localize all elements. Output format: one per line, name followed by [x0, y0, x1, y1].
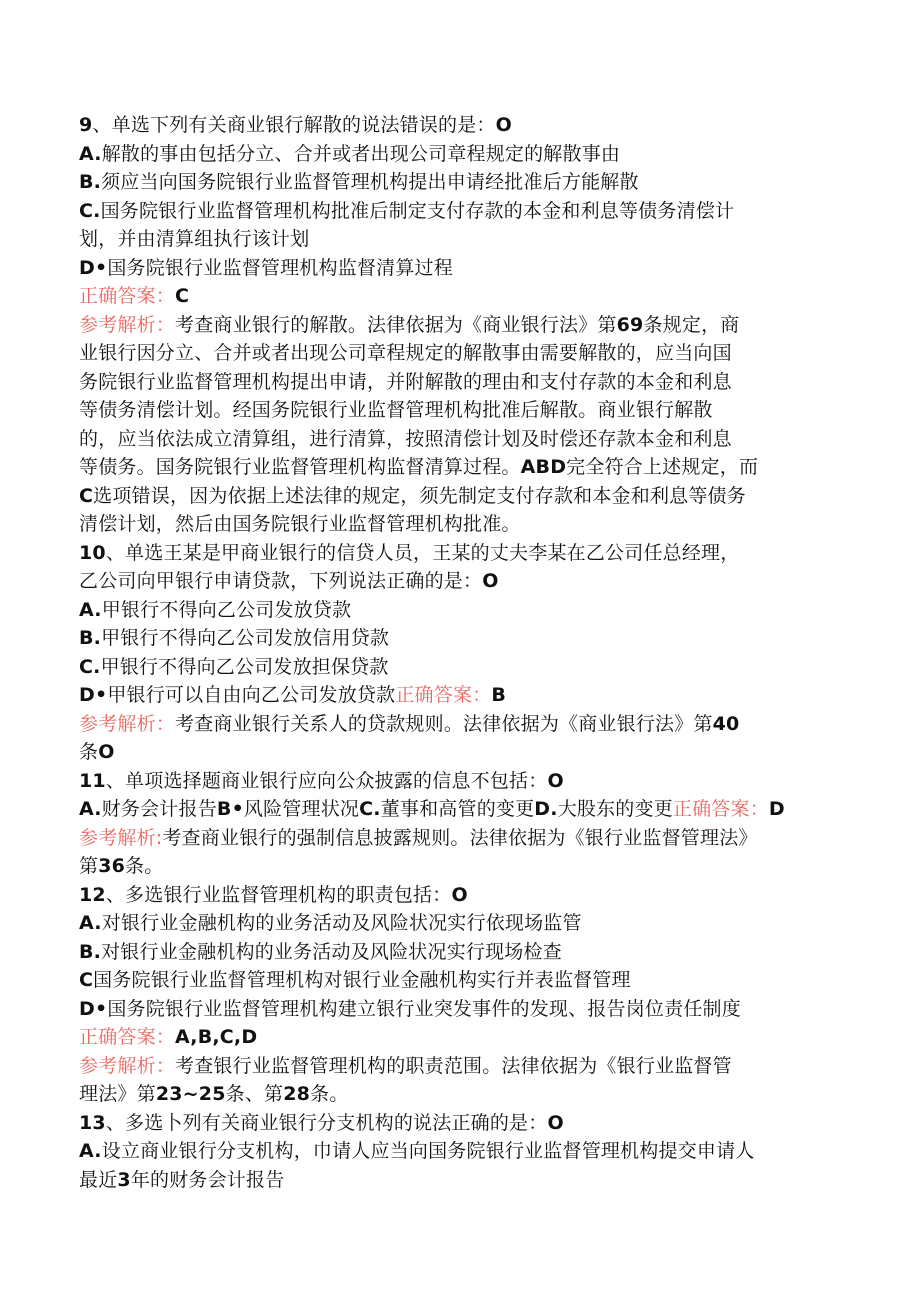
- line-segment: D.: [534, 798, 558, 820]
- line-segment: D•: [79, 997, 108, 1020]
- text-line: [79, 995, 849, 1024]
- line-segment: O: [547, 769, 564, 792]
- line-segment: 解散的事由包括分立、合并或者出现公司章程规定的解散事由: [101, 142, 621, 165]
- line-segment: C.: [79, 199, 101, 222]
- line-segment: 、单项选择题商业银行应向公众披露的信息不包括：: [105, 769, 548, 792]
- text-line: [79, 368, 849, 397]
- text-line: [79, 282, 849, 311]
- line-segment: 董事和高管的变更: [380, 798, 535, 820]
- text-line: [79, 168, 849, 197]
- line-segment: 条。: [310, 1083, 349, 1105]
- text-line: [79, 1137, 849, 1166]
- line-segment: O: [451, 883, 468, 906]
- line-segment: 设立商业银行分支机构，巾请人应当向国务院银行业监督管理机构提交申请人: [101, 1140, 755, 1162]
- line-segment: 69: [616, 313, 644, 336]
- line-segment: 、单选王某是甲商业银行的信贷人员，王某的丈夫李某在乙公司任总经理，: [105, 541, 740, 564]
- line-segment: C: [175, 285, 190, 307]
- line-segment: 36: [98, 855, 126, 877]
- line-segment: A.: [79, 142, 102, 165]
- line-segment: 国务院银行业监督管理机构批准后制定支付存款的本金和利息等债务清偿计: [100, 199, 735, 222]
- label-text: 正确答案：: [79, 285, 176, 307]
- line-segment: 业银行因分立、合并或者出现公司章程规定的解散事由需要解散的，应当向国: [79, 342, 732, 364]
- line-segment: O: [547, 1111, 564, 1134]
- text-line: [79, 738, 849, 767]
- line-segment: 国务院银行业监督管理机构监督清算过程: [107, 256, 453, 279]
- text-line: [79, 824, 849, 853]
- text-line: [79, 140, 849, 169]
- line-segment: 乙公司向甲银行申请贷款，下列说法正确的是：: [79, 570, 483, 592]
- text-line: [79, 111, 849, 140]
- line-segment: 风险管理状况: [243, 798, 360, 820]
- line-segment: 第: [79, 855, 99, 877]
- line-segment: 考查银行业监督管理机构的职责范围。法律依据为《银行业监督管: [175, 1054, 732, 1077]
- line-segment: O: [482, 570, 499, 592]
- line-segment: 12: [79, 883, 106, 906]
- line-segment: 条规定，商: [643, 313, 740, 336]
- line-segment: 清偿计划，然后由国务院银行业监督管理机构批准。: [79, 513, 521, 535]
- text-line: [79, 453, 849, 482]
- line-segment: 选项错误，因为依据上述法律的规定，须先制定支付存款和本金和利息等债务: [93, 484, 746, 507]
- line-segment: B.: [79, 171, 102, 193]
- line-segment: C.: [359, 798, 381, 820]
- text-line: [79, 539, 849, 568]
- text-line: [79, 1109, 849, 1138]
- label-text: 正确答案：: [395, 684, 492, 706]
- line-segment: 大股东的变更: [557, 798, 673, 820]
- text-line: [79, 710, 849, 739]
- line-segment: A.: [79, 598, 102, 621]
- line-segment: 划，并由清算组执行该计划: [79, 228, 310, 250]
- text-line: [79, 567, 849, 596]
- line-segment: 考查商业银行关系人的贷款规则。法律依据为《商业银行法》第: [175, 712, 713, 735]
- text-line: [79, 339, 849, 368]
- line-segment: 甲银行可以自由向乙公司发放贷款: [107, 684, 396, 706]
- line-segment: 务院银行业监督管理机构提出申请，并附解散的理由和支付存款的本金和利息: [79, 370, 732, 393]
- line-segment: 财务会计报告: [101, 798, 217, 820]
- text-line: [79, 1166, 849, 1195]
- line-segment: A.: [79, 798, 102, 820]
- line-segment: 9: [79, 114, 93, 136]
- text-line: [79, 653, 849, 682]
- line-segment: D: [768, 798, 785, 820]
- line-segment: 、多选银行业监督管理机构的职责包括：: [105, 883, 452, 906]
- line-segment: 11: [79, 769, 106, 792]
- line-segment: 年的财务会计报告: [130, 1168, 285, 1191]
- label-text: 参考解析：: [79, 1054, 176, 1077]
- line-segment: B•: [216, 798, 244, 820]
- line-segment: 考查商业银行的解散。法律依据为《商业银行法》第: [175, 313, 617, 336]
- line-segment: A.: [79, 912, 102, 934]
- text-line: [79, 1023, 849, 1052]
- text-line: [79, 197, 849, 226]
- line-segment: 、多选卜列有关商业银行分支机构的说法正确的是：: [105, 1111, 548, 1134]
- text-line: [79, 1052, 849, 1081]
- line-segment: 最近: [79, 1168, 118, 1191]
- line-segment: A,B,C,D: [175, 1026, 258, 1048]
- line-segment: 等债务清偿计划。经国务院银行业监督管理机构批准后解散。商业银行解散: [79, 399, 713, 421]
- question-content: [79, 111, 849, 1194]
- line-segment: C.: [79, 655, 101, 678]
- text-line: [79, 1080, 849, 1109]
- label-text: 正确答案：: [672, 798, 769, 820]
- line-segment: 须应当向国务院银行业监督管理机构提出申请经批准后方能解散: [101, 171, 639, 193]
- line-segment: 对银行业金融机构的业务活动及风险状况实行依现场监管: [101, 912, 582, 934]
- line-segment: 40: [712, 712, 740, 735]
- text-line: [79, 767, 849, 796]
- text-line: [79, 396, 849, 425]
- line-segment: 条: [79, 741, 99, 763]
- line-segment: 对银行业金融机构的业务活动及风险状况实行现场检查: [101, 940, 562, 963]
- line-segment: 甲银行不得向乙公司发放贷款: [101, 598, 352, 621]
- line-segment: O: [495, 114, 512, 136]
- line-segment: D•: [79, 256, 108, 279]
- line-segment: 的，应当依法成立清算组，进行清算，按照清偿计划及时偿还存款本金和利息: [79, 427, 732, 450]
- line-segment: C: [79, 484, 94, 507]
- line-segment: 理法》第: [79, 1083, 156, 1105]
- line-segment: C: [79, 969, 94, 991]
- label-text: 参考解析：: [79, 313, 176, 336]
- line-segment: 10: [79, 541, 106, 564]
- text-line: [79, 225, 849, 254]
- label-text: 正确答案：: [79, 1026, 176, 1048]
- text-line: [79, 311, 849, 340]
- text-line: [79, 795, 849, 824]
- line-segment: B: [491, 684, 507, 706]
- text-line: [79, 624, 849, 653]
- text-line: [79, 425, 849, 454]
- line-segment: 28: [283, 1083, 311, 1105]
- text-line: [79, 482, 849, 511]
- line-segment: 3: [117, 1168, 131, 1191]
- label-text: 参考解析:: [79, 826, 163, 849]
- line-segment: 国务院银行业监督管理机构建立银行业突发事件的发现、报告岗位责任制度: [107, 997, 741, 1020]
- line-segment: 完全符合上述规定，而: [566, 456, 759, 478]
- text-line: [79, 938, 849, 967]
- line-segment: D•: [79, 684, 108, 706]
- line-segment: 甲银行不得向乙公司发放信用贷款: [101, 627, 390, 649]
- text-line: [79, 510, 849, 539]
- text-line: [79, 254, 849, 283]
- line-segment: 条。: [125, 855, 164, 877]
- line-segment: 23~25: [155, 1083, 226, 1105]
- line-segment: 甲银行不得向乙公司发放担保贷款: [100, 655, 389, 678]
- line-segment: 条、第: [225, 1083, 284, 1105]
- text-line: [79, 852, 849, 881]
- text-line: [79, 681, 849, 710]
- text-line: [79, 909, 849, 938]
- line-segment: O: [98, 741, 115, 763]
- line-segment: 、单选下列有关商业银行解散的说法错误的是：: [92, 114, 496, 136]
- line-segment: 等债务。国务院银行业监督管理机构监督清算过程。: [79, 456, 521, 478]
- line-segment: B.: [79, 627, 102, 649]
- text-line: [79, 881, 849, 910]
- line-segment: B.: [79, 940, 102, 963]
- line-segment: ABD: [520, 456, 567, 478]
- line-segment: A.: [79, 1140, 102, 1162]
- line-segment: 13: [79, 1111, 106, 1134]
- label-text: 参考解析：: [79, 712, 176, 735]
- text-line: [79, 596, 849, 625]
- text-line: [79, 966, 849, 995]
- line-segment: 考查商业银行的强制信息披露规则。法律依据为《银行业监督管理法》: [162, 826, 758, 849]
- line-segment: 国务院银行业监督管理机构对银行业金融机构实行并表监督管理: [93, 969, 631, 991]
